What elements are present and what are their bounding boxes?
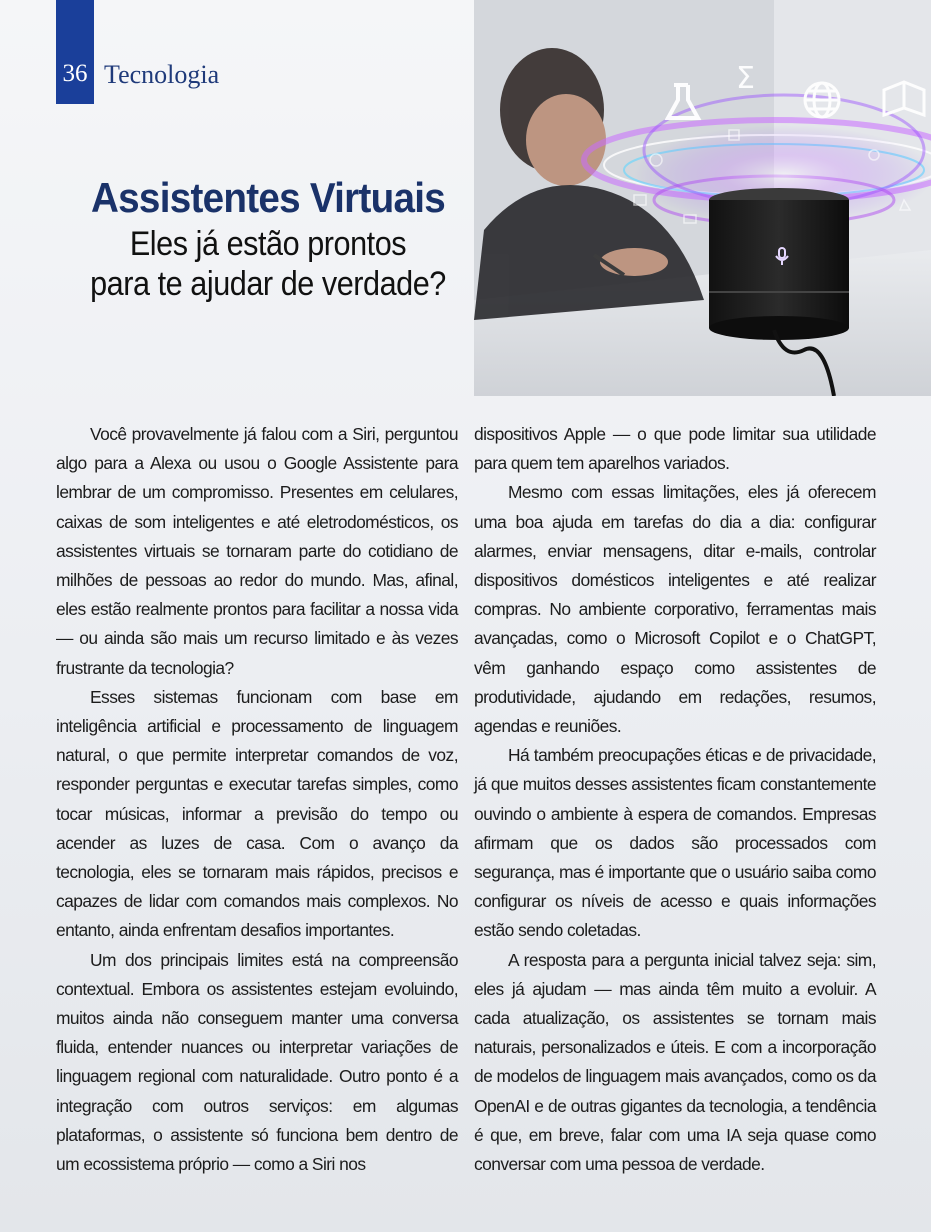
paragraph: dispositivos Apple — o que pode limitar sua utilidade para quem tem aparelhos variados. [474,424,876,474]
paragraph: A resposta para a pergunta inicial talvez seja: sim, eles já ajudam — mas ainda têm muito a evoluir. A cada atualização, os assistentes se tornam mais naturais, personalizados e úteis. E com a incorporação de modelos de linguagem mais avançados, como os da OpenAI e de outras gigantes da tecnologia, a tendência é que, em breve, falar com uma IA seja quase como conversar com uma pessoa de verdade. [474,949,876,1175]
sigma-icon: Σ [736,61,755,96]
article-title: Assistentes Virtuais [91,174,445,221]
page-number: 36 [62,60,88,87]
article-photo [474,0,931,396]
article-heading [56,172,480,304]
page-number-tab [56,0,94,104]
article-column-left [56,420,458,1179]
paragraph: Mesmo com essas limitações, eles já oferecem uma boa ajuda em tarefas do dia a dia: configurar alarmes, enviar mensagens, ditar e-mails, controlar dispositivos domésticos inteligentes e até realizar compras. No ambiente corporativo, ferramentas mais avançadas, como o Microsoft Copilot e o ChatGPT, vêm ganhando espaço como assistentes de produtividade, ajudando em redações, resumos, agendas e reuniões. [474,482,876,737]
paragraph: Um dos principais limites está na compreensão contextual. Embora os assistentes estejam evoluindo, muitos ainda não conseguem manter uma conversa fluida, entender nuances ou interpretar variações de linguagem regional com naturalidade. Outro ponto é a integração com outros serviços: em algumas plataformas, o assistente só funciona bem dentro de um ecossistema próprio — como a Siri nos [56,949,458,1175]
paragraph: Esses sistemas funcionam com base em inteligência artificial e processamento de linguagem natural, o que permite interpretar comandos de voz, responder perguntas e executar tarefas simples, como tocar músicas, informar a previsão do tempo ou acender as luzes de casa. Com o avanço da tecnologia, eles se tornaram mais rápidos, precisos e capazes de lidar com comandos mais complexos. No entanto, ainda enfrentam desafios importantes. [56,686,458,941]
article-subtitle-line-2: para te ajudar de verdade? [90,265,446,303]
paragraph: Você provavelmente já falou com a Siri, perguntou algo para a Alexa ou usou o Google Assistente para lembrar de um compromisso. Presentes em celulares, caixas de som inteligentes e até eletrodomésticos, os assistentes virtuais se tornaram parte do cotidiano de milhões de pessoas ao redor do mundo. Mas, afinal, eles estão realmente prontos para facilitar a nossa vida — ou ainda são mais um recurso limitado e às vezes frustrante da tecnologia? [56,424,458,678]
paragraph: Há também preocupações éticas e de privacidade, já que muitos desses assistentes ficam constantemente ouvindo o ambiente à espera de comandos. Empresas afirmam que os dados são processados com segurança, mas é importante que o usuário saiba como configurar os níveis de acesso e quais informações estão sendo coletadas. [474,745,876,941]
article-subtitle-line-1: Eles já estão prontos [129,225,407,263]
section-name: Tecnologia [104,60,220,89]
article-column-right [474,420,876,1179]
